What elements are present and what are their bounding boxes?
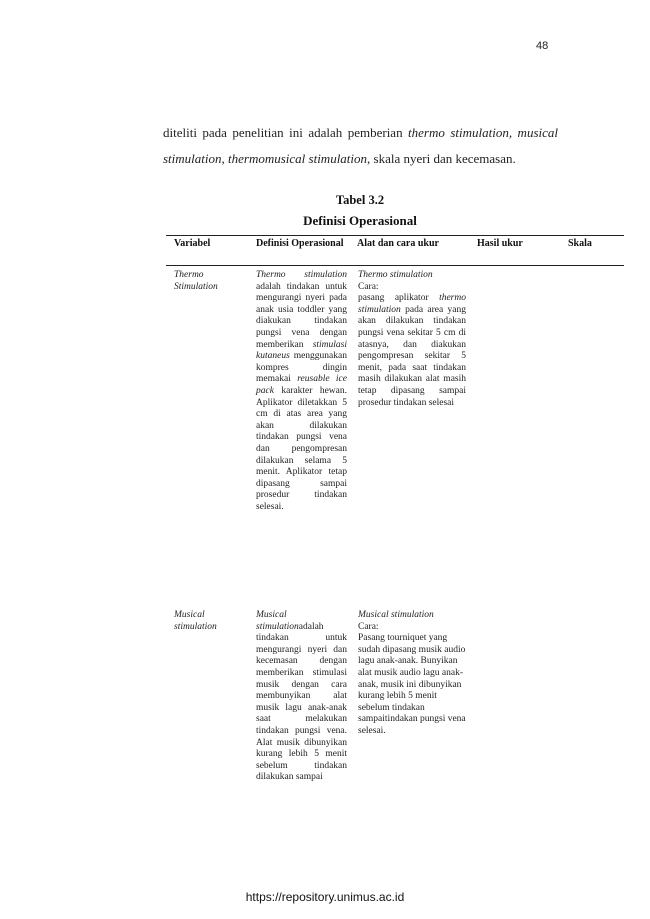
- row2-definisi-text-a: adalah tindakan untuk mengurangi nyeri dan kecemasan dengan memberikan stimulasi musik dengan cara membunyikan alat musik lagu anak-anak saat melakukan tindakan pungsi vena. Alat musik dibunyikan kurang lebih 5 menit sebelum tindakan dilakukan sampai: [256, 621, 347, 783]
- table-title: Tabel 3.2: [335, 193, 385, 207]
- header-hasil: Hasil ukur: [477, 238, 523, 249]
- row1-alat-cara: Cara:: [358, 281, 379, 292]
- table-top-rule: [166, 235, 624, 236]
- row1-definisi-text-b: menggunakan kompres dingin memakai: [256, 351, 347, 385]
- header-alat: Alat dan cara ukur: [357, 238, 439, 249]
- row1-definisi-term: Thermo stimulation: [256, 270, 347, 280]
- row2-variabel: Musical stimulation: [174, 610, 217, 632]
- row1-alat-text-b: pada area yang akan dilakukan tindakan pungsi vena sekitar 5 cm di atasnya, dan diakukan pengompresan sekitar 5 menit, pada saat tindakan masih dilakukan alat masih tetap dipasang sampai prosedur tindakan selesai: [358, 304, 466, 408]
- intro-text-start: diteliti pada penelitian ini adalah pemberian: [163, 125, 409, 140]
- row1-definisi-text-a: adalah tindakan untuk mengurangi nyeri pada anak usia toddler yang diakukan tindakan pungsi vena dengan memberikan: [256, 281, 347, 350]
- table-header-rule: [166, 265, 624, 266]
- row1-definisi-term3: reusable ice pack: [256, 374, 347, 396]
- row1-alat: [358, 270, 466, 409]
- header-definisi: Definisi Operasional: [256, 238, 344, 249]
- table-subtitle: Definisi Operasional: [303, 213, 417, 228]
- row1-variabel: Thermo Stimulation: [174, 270, 218, 292]
- page-number: 48: [536, 40, 549, 52]
- row1-alat-text-a: pasang aplikator: [358, 293, 440, 304]
- row2-definisi-term: Musical stimulation: [256, 610, 299, 632]
- row1-alat-term: Thermo stimulation: [358, 270, 433, 280]
- header-skala: Skala: [568, 238, 592, 249]
- row2-alat-cara: Cara:: [358, 621, 379, 632]
- row2-alat-text-a: Pasang tourniquet yang sudah dipasang musik audio lagu anak-anak. Bunyikan alat musik audio lagu anak-anak, musik ini dibunyikan kurang lebih 5 menit sebelum tindakan sampaitindakan pungsi vena selesai.: [358, 633, 466, 736]
- row1-definisi-text-c: karakter hewan. Aplikator diletakkan 5 cm di atas area yang akan dilakukan tindakan pungsi vena dan pengompresan dilakukan selama 5 menit. Aplikator tetap dipasang sampai prosedur tindakan selesai.: [256, 385, 347, 512]
- row2-alat-term: Musical stimulation: [358, 610, 434, 620]
- intro-paragraph: [163, 120, 558, 172]
- row1-alat-term2: thermo stimulation: [358, 293, 466, 315]
- row2-definisi: [256, 610, 347, 784]
- row1-definisi-term2: stimulasi kutaneus: [256, 339, 347, 362]
- row1-definisi: [256, 270, 347, 513]
- row2-alat: [358, 610, 466, 738]
- repository-footer: https://repository.unimus.ac.id: [245, 890, 405, 904]
- header-variabel: Variabel: [174, 238, 211, 249]
- intro-italic-terms: thermo stimulation, musical stimulation, thermomusical stimulation: [163, 125, 559, 166]
- intro-text-end: , skala nyeri dan kecemasan.: [367, 151, 516, 166]
